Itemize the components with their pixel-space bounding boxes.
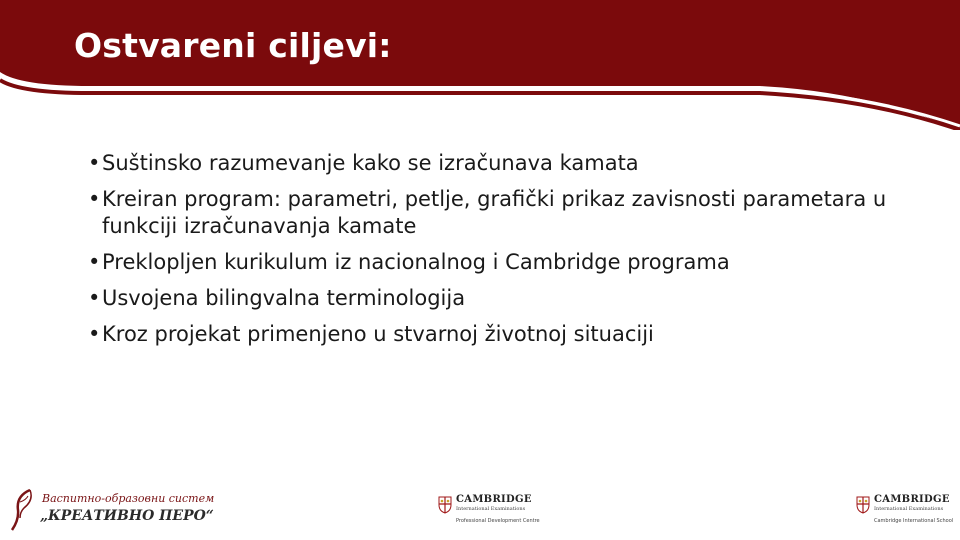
kreativno-pero-logo [8, 488, 215, 532]
quill-icon [8, 488, 38, 532]
cambridge-center-logo [438, 494, 540, 528]
shield-icon [856, 496, 870, 514]
slide-title: Ostvareni ciljevi: [74, 26, 392, 65]
logo-line-2: „КРЕАТИВНО ПЕРО“ [40, 508, 214, 524]
cambridge-subtitle: International Examinations [456, 506, 526, 512]
bullet-item: • Preklopljen kurikulum iz nacionalnog i Cambridge programa [88, 249, 908, 276]
cambridge-caption: Professional Development Centre [456, 518, 540, 524]
cambridge-name: CAMBRIDGE [456, 494, 532, 505]
bullet-item: • Suštinsko razumevanje kako se izračunava kamata [88, 150, 908, 177]
bullet-item: • Kroz projekat primenjeno u stvarnoj životnoj situaciji [88, 321, 908, 348]
cambridge-subtitle: International Examinations [874, 506, 944, 512]
bullet-list [88, 150, 908, 357]
logo-line-1: Васпитно-образовни систем [42, 492, 215, 505]
shield-icon [438, 496, 452, 514]
title-banner [0, 0, 960, 130]
bullet-item: • Usvojena bilingvalna terminologija [88, 285, 908, 312]
cambridge-caption: Cambridge International School [874, 518, 954, 524]
cambridge-name: CAMBRIDGE [874, 494, 950, 505]
bullet-item: • Kreiran program: parametri, petlje, grafički prikaz zavisnosti parametara u funkciji izračunavanja kamate [88, 186, 908, 240]
cambridge-school-logo [856, 494, 956, 528]
